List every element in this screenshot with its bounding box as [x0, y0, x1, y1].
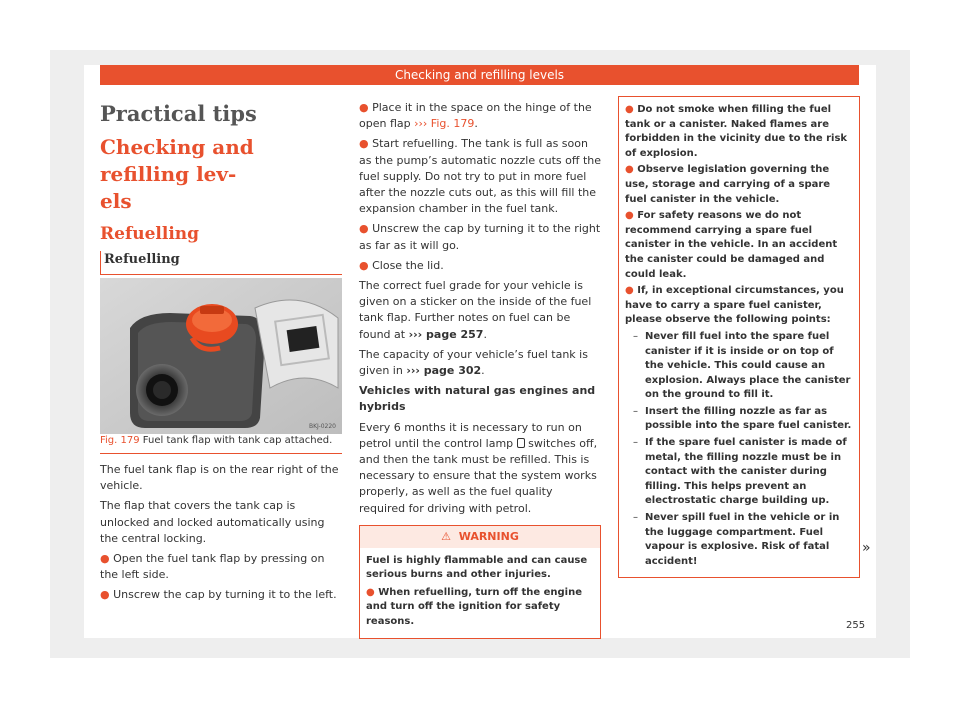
figure-caption-text: Fuel tank flap with tank cap attached. — [142, 435, 333, 446]
warning-box — [359, 525, 601, 640]
warning-item: ● Do not smoke when filling the fuel tank or a canister. Naked flames are forbidden in the vicinity due to the risk of explosion. — [625, 104, 848, 159]
bullet-icon: ● — [359, 101, 369, 114]
column-1-headings — [100, 100, 342, 275]
page-number: 255 — [846, 620, 866, 631]
bullet-icon: ● — [625, 210, 634, 222]
paragraph: The flap that covers the tank cap is unlocked and locked automatically using the central locking. — [100, 499, 325, 545]
dash-item: – Never spill fuel in the vehicle or in the luggage compartment. Fuel vapour is explosive. Risk of fatal accident! — [633, 512, 840, 567]
list-item: ● Start refuelling. The tank is full as soon as the pump’s automatic nozzle cuts off the fuel supply. Do not try to put in more fuel after the nozzle cuts out, as this will fill the expansion chamber in the fuel tank. — [359, 137, 602, 216]
paragraph: The capacity of your vehicle’s fuel tank is given in ››› page 302. — [359, 347, 588, 378]
warning-text: Fuel is highly flammable and can cause serious burns and other injuries. — [366, 554, 588, 581]
section-header: Checking and refilling levels — [100, 65, 859, 85]
warning-item: ● Observe legislation governing the use, storage and carrying of a spare fuel canister in the vehicle. — [625, 164, 831, 205]
bullet-icon: ● — [359, 258, 369, 272]
list-item: ● Place it in the space on the hinge of the open flap ››› Fig. 179. — [359, 101, 592, 131]
heading-practical-tips: Practical tips — [100, 101, 257, 126]
subheading-natural-gas: Vehicles with natural gas engines and hybrids — [359, 384, 596, 414]
heading-checking — [100, 134, 342, 215]
bullet-icon: ● — [100, 588, 110, 602]
page-reference-link[interactable]: ››› page 302 — [406, 364, 482, 378]
heading-checking-line1: Checking and refilling lev- — [100, 135, 254, 186]
warning-body — [360, 548, 600, 639]
bullet-icon: ● — [625, 104, 634, 115]
figure-reference-link[interactable]: ››› Fig. 179 — [414, 117, 475, 131]
bullet-icon: ● — [359, 222, 369, 236]
heading-checking-line2: els — [100, 189, 132, 213]
bullet-icon: ● — [359, 137, 369, 151]
list-item: ● Unscrew the cap by turning it to the left. — [100, 588, 337, 602]
paragraph: Every 6 months it is necessary to run on petrol until the control lamp switches off, and then the tank must be refilled. This is necessary to ensure that the system works properly, as well as the fuel quality required for driving with petrol. — [359, 420, 598, 515]
subheading-refuelling: Refuelling — [100, 251, 342, 275]
warning-item: ● If, in exceptional circumstances, you have to carry a spare fuel canister, please observe the following points: — [625, 285, 844, 326]
bullet-icon: ● — [625, 164, 634, 176]
warning-item: ● When refuelling, turn off the engine and turn off the ignition for safety reasons. — [366, 586, 582, 627]
list-item: ● Unscrew the cap by turning it to the right as far as it will go. — [359, 222, 601, 252]
control-lamp-icon — [517, 438, 525, 448]
dash-item: – Never fill fuel into the spare fuel canister if it is inside or on top of the vehicle. This could cause an explosion. Always place the canister on the ground to fill it. — [633, 330, 851, 401]
list-item: ● Open the fuel tank flap by pressing on the left side. — [100, 552, 325, 582]
dash-item: – Insert the filling nozzle as far as possible into the spare fuel canister. — [633, 405, 852, 432]
bullet-icon: ● — [100, 552, 110, 566]
column-1-body — [100, 462, 342, 608]
bullet-icon: ● — [366, 586, 375, 598]
figure-code: BKJ-0220 — [308, 423, 336, 430]
heading-refuelling: Refuelling — [100, 224, 200, 244]
page-reference-link[interactable]: ››› page 257 — [408, 327, 484, 341]
figure-fuel-tank-flap — [100, 278, 342, 434]
dash-item: – If the spare fuel canister is made of metal, the filling nozzle must be in contact with the canister during filling. This helps prevent an electrostatic charge building up. — [633, 437, 847, 507]
figure-label: Fig. 179 — [100, 435, 140, 446]
warning-triangle-icon: ⚠ — [441, 529, 452, 543]
bullet-icon: ● — [625, 285, 634, 297]
list-item: ● Close the lid. — [359, 258, 444, 272]
column-3 — [618, 96, 860, 578]
paragraph: The correct fuel grade for your vehicle is given on a sticker on the inside of the fuel tank flap. Further notes on fuel can be found at ››› page 257. — [359, 279, 592, 341]
warning-header: ⚠ WARNING — [360, 526, 600, 548]
paragraph: The fuel tank flap is on the rear right of the vehicle. — [100, 463, 339, 493]
continued-marker: » — [862, 540, 871, 556]
warning-item: ● For safety reasons we do not recommend carrying a spare fuel canister in the vehicle. In an accident the canister could be damaged and could leak. — [625, 210, 838, 280]
warning-continuation-box — [618, 96, 860, 578]
column-2 — [359, 100, 601, 639]
figure-caption — [100, 434, 342, 454]
fuel-flap-illustration — [100, 278, 342, 434]
